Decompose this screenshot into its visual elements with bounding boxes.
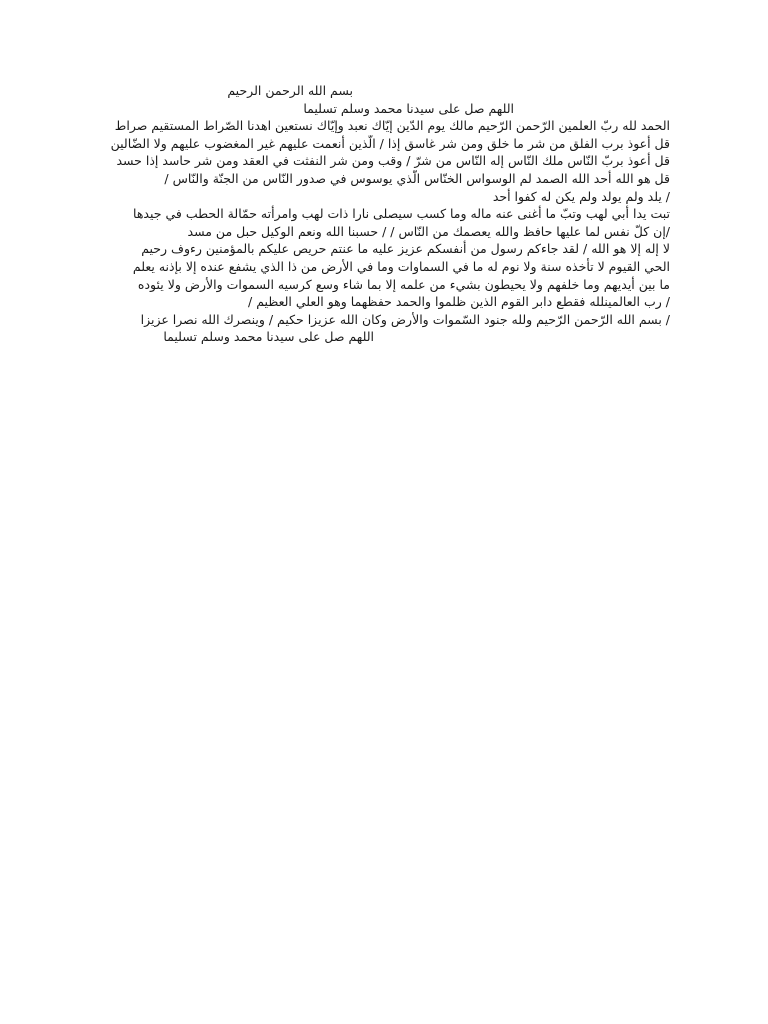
text-line-12: ما بين أيديهم وما خلفهم ولا يحيطون بشيء من علمه إلا بما شاء وسع كرسيه السموات والأرض ولا يئوده bbox=[137, 276, 670, 292]
text-line-3: الحمد لله ربّ العلمين الرّحمن الرّحيم مالك يوم الدّين إيّاك نعبد وإيّاك نستعين اهدنا الصّراط المستقيم صراط bbox=[114, 118, 670, 134]
text-line-13: / رب العالمينلله فقطع دابر القوم الذين ظلموا والحمد حفظهما وهو العلي العظيم / bbox=[248, 294, 670, 310]
text-line-9: /إن كلّ نفس لما عليها حافظ والله يعصمك من النّاس / / حسبنا الله ونعم الوكيل حبل من مسد bbox=[187, 223, 670, 239]
text-line-6: قل هو الله أحد الله الصمد لم الوسواس الخنّاس الّذي يوسوس في صدور النّاس من الجنّة والنّاس / bbox=[164, 170, 670, 186]
salawat-heading: اللهم صل على سيدنا محمد وسلم تسليما bbox=[303, 100, 514, 116]
text-line-11: الحي القيوم لا تأخذه سنة ولا نوم له ما في السماوات وما في الأرض من ذا الذي يشفع عنده إلا بإذنه يعلم bbox=[132, 258, 670, 274]
text-line-4: قل أعوذ برب الفلق من شر ما خلق ومن شر غاسق إذا / الّذين أنعمت عليهم غير المغضوب عليهم ولا الضّالين bbox=[110, 135, 670, 151]
text-line-14: / بسم الله الرّحمن الرّحيم ولله جنود السّموات والأرض وكان الله عزيزا حكيم / وينصرك الله نصرا عزيزا bbox=[140, 311, 670, 327]
text-line-8: تبت يدا أبي لهب وتبّ ما أغنى عنه ماله وما كسب سيصلى نارا ذات لهب وامرأته حمّالة الحطب في جيدها bbox=[133, 206, 670, 222]
text-line-5: قل أعوذ بربّ النّاس ملك النّاس إله النّاس من شرّ / وقب ومن شر النفثت في العقد ومن شر حاسد إذا حسد bbox=[116, 153, 670, 169]
text-line-10: لا إله إلا هو الله / لقد جاءكم رسول من أنفسكم عزيز عليه ما عنتم حريص عليكم بالمؤمنين رءوف رحيم bbox=[141, 241, 670, 257]
document-body bbox=[64, 82, 670, 346]
closing-salawat: اللهم صل على سيدنا محمد وسلم تسليما bbox=[163, 329, 374, 345]
text-line-7: / يلد ولم يولد ولم يكن له كفوا أحد bbox=[492, 188, 670, 204]
basmala-heading: بسم الله الرحمن الرحيم bbox=[227, 83, 353, 98]
